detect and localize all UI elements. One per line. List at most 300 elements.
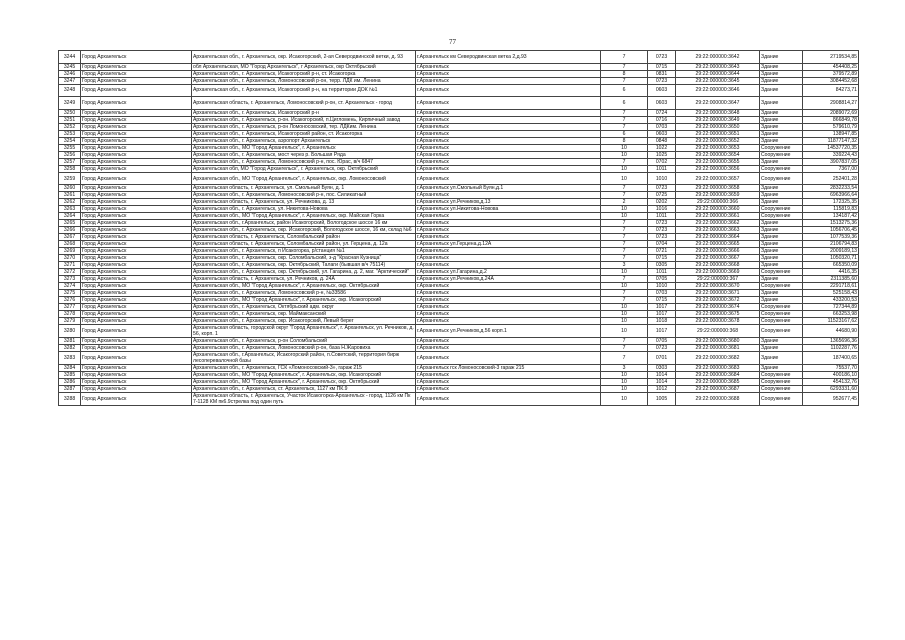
cadastral-value-cell: 454408,25: [803, 63, 859, 70]
location-cell: г.Архангельск: [416, 220, 601, 227]
address-cell: Архангельская обл., г.Архангельск, Исакогорский район, п.Советский, территория бирж лесоперевалочной базы: [192, 352, 416, 365]
code-b-cell: 0716: [648, 116, 676, 123]
row-number: 3281: [59, 338, 81, 345]
table-row: [59, 227, 859, 234]
municipality-cell: Город Архангельск: [81, 206, 192, 213]
table-row: [59, 338, 859, 345]
object-type-cell: Здание: [760, 199, 803, 206]
code-b-cell: 0724: [648, 109, 676, 116]
address-cell: Архангельская обл., г. Архангельск, аэропорт Архангельск: [192, 137, 416, 144]
location-cell: г.Архангельск: [416, 213, 601, 220]
cadastral-value-cell: 84273,71: [803, 84, 859, 97]
cadastral-value-cell: 727344,89: [803, 304, 859, 311]
cadastral-value-cell: 2832233,54: [803, 185, 859, 192]
row-number: 3250: [59, 109, 81, 116]
object-type-cell: Сооружение: [760, 393, 803, 406]
code-a-cell: 6: [601, 130, 648, 137]
cadastral-value-cell: 138947,85: [803, 130, 859, 137]
object-type-cell: Сооружение: [760, 325, 803, 338]
code-b-cell: 0202: [648, 199, 676, 206]
cadastral-value-cell: 1513275,36: [803, 220, 859, 227]
code-a-cell: 7: [601, 241, 648, 248]
row-number: 3251: [59, 116, 81, 123]
municipality-cell: Город Архангельск: [81, 372, 192, 379]
code-b-cell: 0715: [648, 255, 676, 262]
location-cell: г.Архангельск: [416, 123, 601, 130]
address-cell: Архангельская обл., г. Архангельск, ГСК «Ломоносовский-3», гараж 215: [192, 365, 416, 372]
location-cell: г.Архангельск: [416, 318, 601, 325]
row-number: 3276: [59, 297, 81, 304]
address-cell: Архангельская обл., г. Архангельск, Ломоносовский р-н, №33586: [192, 290, 416, 297]
row-number: 3267: [59, 234, 81, 241]
address-cell: Архангельская обл., г. Архангельск, Исакогорский р-н, на территории ДОК №1: [192, 84, 416, 97]
code-b-cell: 0305: [648, 262, 676, 269]
table-row: [59, 269, 859, 276]
row-number: 3260: [59, 185, 81, 192]
location-cell: г.Архангельск: [416, 165, 601, 172]
address-cell: Архангельская обл., г. Архангельск, р-он Ломоносовский, тер. ЛДКим. Ленина: [192, 123, 416, 130]
cadastral-number-cell: 29:22:000000:3655: [676, 158, 760, 165]
code-a-cell: 6: [601, 97, 648, 110]
municipality-cell: Город Архангельск: [81, 379, 192, 386]
municipality-cell: Город Архангельск: [81, 97, 192, 110]
cadastral-value-cell: 252401,28: [803, 172, 859, 185]
cadastral-number-cell: 29:22:000000:3644: [676, 70, 760, 77]
object-type-cell: Сооружение: [760, 151, 803, 158]
cadastral-number-cell: 29:22:000000:366: [676, 199, 760, 206]
location-cell: г.Архангельск: [416, 234, 601, 241]
object-type-cell: Сооружение: [760, 386, 803, 393]
cadastral-number-cell: 29:22:000000:3642: [676, 51, 760, 64]
row-number: 3287: [59, 386, 81, 393]
page-number: 77: [449, 38, 456, 46]
row-number: 3263: [59, 206, 81, 213]
code-b-cell: 0723: [648, 185, 676, 192]
code-b-cell: 0723: [648, 227, 676, 234]
location-cell: г.Архангельск: [416, 311, 601, 318]
row-number: 3247: [59, 77, 81, 84]
location-cell: г.Архангельск: [416, 144, 601, 151]
table-row: [59, 84, 859, 97]
cadastral-number-cell: 29:22:000000:3658: [676, 185, 760, 192]
code-a-cell: 10: [601, 283, 648, 290]
cadastral-value-cell: 187400,65: [803, 352, 859, 365]
location-cell: г.Архангельск: [416, 372, 601, 379]
object-type-cell: Здание: [760, 290, 803, 297]
municipality-cell: Город Архангельск: [81, 199, 192, 206]
object-type-cell: Здание: [760, 338, 803, 345]
code-b-cell: 1018: [648, 318, 676, 325]
code-a-cell: 10: [601, 379, 648, 386]
object-type-cell: Здание: [760, 365, 803, 372]
location-cell: г.Архангельск: [416, 379, 601, 386]
table-row: [59, 123, 859, 130]
code-a-cell: 7: [601, 185, 648, 192]
code-b-cell: 1012: [648, 386, 676, 393]
location-cell: г.Архангельск: [416, 290, 601, 297]
table-row: [59, 304, 859, 311]
address-cell: Архангельская обл., г. Архангельск, Исакогорский р-н, ст. Исакогорка: [192, 70, 416, 77]
location-cell: г.Архангельск: [416, 297, 601, 304]
row-number: 3244: [59, 51, 81, 64]
code-b-cell: 1011: [648, 269, 676, 276]
row-number: 3288: [59, 393, 81, 406]
cadastral-value-cell: 2106794,83: [803, 241, 859, 248]
address-cell: Архангельская обл., г. Архангельск, окр. Исакогорский, 2-ая Северодвинской ветки, д. 93: [192, 51, 416, 64]
code-a-cell: 7: [601, 345, 648, 352]
code-a-cell: 7: [601, 116, 648, 123]
cadastral-number-cell: 29:22:000000:3688: [676, 393, 760, 406]
code-b-cell: 0715: [648, 297, 676, 304]
location-cell: г.Архангельск: [416, 158, 601, 165]
cadastral-number-cell: 29:22:000000:3656: [676, 165, 760, 172]
cadastral-value-cell: 115819,83: [803, 206, 859, 213]
municipality-cell: Город Архангельск: [81, 297, 192, 304]
cadastral-number-cell: 29:22:000000:3667: [676, 255, 760, 262]
cadastral-value-cell: 3084452,68: [803, 77, 859, 84]
code-a-cell: 7: [601, 297, 648, 304]
code-b-cell: 0831: [648, 70, 676, 77]
table-row: [59, 192, 859, 199]
table-row: [59, 70, 859, 77]
location-cell: г.Архангельск: [416, 63, 601, 70]
cadastral-number-cell: 29:22:000000:3681: [676, 345, 760, 352]
cadastral-value-cell: 14537720,35: [803, 144, 859, 151]
address-cell: Архангельская обл., г.Архангельск, район Исакогорский, Вологодское шоссе 16 км: [192, 220, 416, 227]
table-row: [59, 130, 859, 137]
code-a-cell: 7: [601, 220, 648, 227]
cadastral-number-cell: 29:22:000000:3651: [676, 130, 760, 137]
cadastral-number-cell: 29:22:000000:3664: [676, 234, 760, 241]
code-a-cell: 7: [601, 352, 648, 365]
municipality-cell: Город Архангельск: [81, 172, 192, 185]
object-type-cell: Здание: [760, 137, 803, 144]
municipality-cell: Город Архангельск: [81, 51, 192, 64]
row-number: 3283: [59, 352, 81, 365]
address-cell: Архангельская обл., г. Архангельск, Октябрьский адм. округ: [192, 304, 416, 311]
cadastral-number-cell: 29:22:000000:3666: [676, 248, 760, 255]
object-type-cell: Здание: [760, 297, 803, 304]
code-a-cell: 10: [601, 165, 648, 172]
location-cell: г.Архангельск ул.Никитова-Новова: [416, 206, 601, 213]
municipality-cell: Город Архангельск: [81, 70, 192, 77]
code-b-cell: 1017: [648, 311, 676, 318]
object-type-cell: Здание: [760, 116, 803, 123]
row-number: 3257: [59, 158, 81, 165]
row-number: 3261: [59, 192, 81, 199]
table-row: [59, 276, 859, 283]
code-b-cell: 0705: [648, 338, 676, 345]
cadastral-value-cell: 6963966,64: [803, 192, 859, 199]
row-number: 3249: [59, 97, 81, 110]
code-a-cell: 10: [601, 269, 648, 276]
address-cell: Архангельская обл., г. Архангельск, Ломоносовский р-н, пос. Юрас, в/ч 6847: [192, 158, 416, 165]
table-row: [59, 283, 859, 290]
code-a-cell: 7: [601, 77, 648, 84]
object-type-cell: Здание: [760, 262, 803, 269]
table-row: [59, 172, 859, 185]
cadastral-number-cell: 29:22:000000:3669: [676, 269, 760, 276]
municipality-cell: Город Архангельск: [81, 185, 192, 192]
code-a-cell: 7: [601, 227, 648, 234]
location-cell: г.Архангельск ул.Речников,д.24А: [416, 276, 601, 283]
location-cell: г.Архангельск: [416, 109, 601, 116]
table-row: [59, 234, 859, 241]
cadastral-value-cell: 2089072,69: [803, 109, 859, 116]
municipality-cell: Город Архангельск: [81, 220, 192, 227]
table-row: [59, 262, 859, 269]
code-a-cell: 7: [601, 255, 648, 262]
cadastral-number-cell: 29:22:000000:3646: [676, 84, 760, 97]
object-type-cell: Сооружение: [760, 144, 803, 151]
cadastral-value-cell: 4416,35: [803, 269, 859, 276]
code-b-cell: 1011: [648, 213, 676, 220]
object-type-cell: Здание: [760, 192, 803, 199]
cadastral-value-cell: 1102287,76: [803, 345, 859, 352]
address-cell: Архангельская обл., г. Архангельск, окр. Исакогорский, Левый берег: [192, 318, 416, 325]
code-a-cell: 10: [601, 318, 648, 325]
code-b-cell: 1011: [648, 165, 676, 172]
location-cell: г.Архангельск ул.Речников,д.13: [416, 199, 601, 206]
address-cell: Архангельская обл., г. Архангельск, Ломоносовский р-н, пос. Силикатный: [192, 192, 416, 199]
cadastral-number-cell: 29:22:000000:368: [676, 325, 760, 338]
table-row: [59, 325, 859, 338]
code-a-cell: 7: [601, 276, 648, 283]
object-type-cell: Здание: [760, 158, 803, 165]
location-cell: г.Архангельск: [416, 304, 601, 311]
cadastral-value-cell: 433200,53: [803, 297, 859, 304]
cadastral-table: [58, 50, 859, 406]
cadastral-value-cell: 2719534,85: [803, 51, 859, 64]
cadastral-value-cell: 454132,76: [803, 379, 859, 386]
municipality-cell: Город Архангельск: [81, 318, 192, 325]
code-b-cell: 0715: [648, 63, 676, 70]
municipality-cell: Город Архангельск: [81, 165, 192, 172]
location-cell: г.Архангельск: [416, 172, 601, 185]
object-type-cell: Здание: [760, 227, 803, 234]
code-a-cell: 10: [601, 311, 648, 318]
code-b-cell: 1014: [648, 379, 676, 386]
cadastral-value-cell: 525158,43: [803, 290, 859, 297]
table-row: [59, 151, 859, 158]
table-row: [59, 255, 859, 262]
table-row: [59, 365, 859, 372]
code-b-cell: 0603: [648, 130, 676, 137]
address-cell: Архангельская обл., г. Архангельск, р-он Соломбальский: [192, 338, 416, 345]
cadastral-number-cell: 29:22:000000:3657: [676, 172, 760, 185]
row-number: 3255: [59, 144, 81, 151]
cadastral-value-cell: 44680,90: [803, 325, 859, 338]
code-b-cell: 0725: [648, 192, 676, 199]
cadastral-value-cell: 2009189,13: [803, 248, 859, 255]
municipality-cell: Город Архангельск: [81, 311, 192, 318]
row-number: 3256: [59, 151, 81, 158]
table-row: [59, 158, 859, 165]
code-a-cell: 10: [601, 172, 648, 185]
address-cell: Архангельская обл., г. Архангельск, Исакогорский р-н: [192, 109, 416, 116]
code-a-cell: 7: [601, 51, 648, 64]
table-row: [59, 199, 859, 206]
address-cell: Архангельская обл., МО "Город Архангельск", г. Архангельск, окр. Исакогорский: [192, 372, 416, 379]
cadastral-number-cell: 29:22:000000:3685: [676, 379, 760, 386]
row-number: 3274: [59, 283, 81, 290]
code-a-cell: 10: [601, 151, 648, 158]
code-b-cell: 1025: [648, 151, 676, 158]
table-row: [59, 345, 859, 352]
row-number: 3245: [59, 63, 81, 70]
cadastral-value-cell: 379572,89: [803, 70, 859, 77]
cadastral-value-cell: 75537,70: [803, 365, 859, 372]
cadastral-value-cell: 3907837,05: [803, 158, 859, 165]
cadastral-number-cell: 29:22:000000:3668: [676, 262, 760, 269]
row-number: 3285: [59, 372, 81, 379]
municipality-cell: Город Архангельск: [81, 158, 192, 165]
municipality-cell: Город Архангельск: [81, 116, 192, 123]
code-a-cell: 7: [601, 248, 648, 255]
object-type-cell: Сооружение: [760, 206, 803, 213]
row-number: 3253: [59, 130, 81, 137]
object-type-cell: Здание: [760, 255, 803, 262]
address-cell: Архангельская обл, МО "Город Архангельск", г. Архангельск, окр. Октябрьский: [192, 165, 416, 172]
address-cell: Архангельская обл., г. Архангельск, п Исакогорка, р/станция №1: [192, 248, 416, 255]
code-b-cell: 0703: [648, 290, 676, 297]
address-cell: Архангельская обл., МО "Город Архангельск", г. Архангельск, окр. Ломоносовский: [192, 172, 416, 185]
cadastral-number-cell: 29:22:000000:3672: [676, 297, 760, 304]
object-type-cell: Сооружение: [760, 318, 803, 325]
cadastral-value-cell: 11523167,62: [803, 318, 859, 325]
address-cell: Архангельская обл., МО "Город Архангельск", г. Архангельск, окр. Октябрьский: [192, 379, 416, 386]
code-b-cell: 1017: [648, 304, 676, 311]
location-cell: г.Архангельск: [416, 262, 601, 269]
code-a-cell: 7: [601, 158, 648, 165]
municipality-cell: Город Архангельск: [81, 234, 192, 241]
row-number: 3266: [59, 227, 81, 234]
table-row: [59, 97, 859, 110]
municipality-cell: Город Архангельск: [81, 151, 192, 158]
municipality-cell: Город Архангельск: [81, 365, 192, 372]
municipality-cell: Город Архангельск: [81, 123, 192, 130]
object-type-cell: Сооружение: [760, 372, 803, 379]
table-row: [59, 137, 859, 144]
code-b-cell: 0701: [648, 352, 676, 365]
address-cell: Архангельская обл., г. Архангельск, окр. Октябрьский, ул. Гагарина, д. 2, маг. "Арктический": [192, 269, 416, 276]
code-b-cell: 0723: [648, 345, 676, 352]
cadastral-number-cell: 29:22:000000:3663: [676, 227, 760, 234]
code-a-cell: 7: [601, 192, 648, 199]
code-a-cell: 8: [601, 70, 648, 77]
table-row: [59, 379, 859, 386]
cadastral-value-cell: 6293331,60: [803, 386, 859, 393]
row-number: 3280: [59, 325, 81, 338]
code-a-cell: 10: [601, 304, 648, 311]
cadastral-number-cell: 29:22:000000:3649: [676, 116, 760, 123]
location-cell: г.Архангельск: [416, 137, 601, 144]
municipality-cell: Город Архангельск: [81, 283, 192, 290]
code-b-cell: 0303: [648, 365, 676, 372]
row-number: 3259: [59, 172, 81, 185]
row-number: 3273: [59, 276, 81, 283]
address-cell: Архангельская обл., г. Архангельск, Ломоносовский р-он, терр. ЛДК им. Ленина: [192, 77, 416, 84]
code-b-cell: 0723: [648, 234, 676, 241]
table-row: [59, 165, 859, 172]
table-row: [59, 220, 859, 227]
row-number: 3252: [59, 123, 81, 130]
location-cell: г.Архангельск: [416, 283, 601, 290]
cadastral-number-cell: 29:22:000000:3678: [676, 318, 760, 325]
row-number: 3277: [59, 304, 81, 311]
location-cell: г.Архангельск: [416, 255, 601, 262]
code-b-cell: 0721: [648, 248, 676, 255]
cadastral-value-cell: 11877147,32: [803, 137, 859, 144]
address-cell: Архангельская обл., МО "Город Архангельск", г. Архангельск, окр. Октябрьский: [192, 283, 416, 290]
location-cell: г.Архангельск км Северодвинская ветка 2,д.93: [416, 51, 601, 64]
address-cell: Архангельская обл., МО "Город Архангельск", г. Архангельск, окр. Исакогорский: [192, 297, 416, 304]
municipality-cell: Город Архангельск: [81, 269, 192, 276]
code-a-cell: 8: [601, 137, 648, 144]
address-cell: обл Архангельская, МО "Город Архангельск", г Архангельск, окр Октябрьский: [192, 63, 416, 70]
location-cell: г.Архангельск: [416, 386, 601, 393]
address-cell: Архангельская обл., г. Архангельск, окр. Исакогорский, Вологодское шоссе, 16 км, склад №6: [192, 227, 416, 234]
municipality-cell: Город Архангельск: [81, 304, 192, 311]
cadastral-value-cell: 952677,45: [803, 393, 859, 406]
cadastral-number-cell: 29:22:000000:3660: [676, 206, 760, 213]
code-b-cell: 0723: [648, 51, 676, 64]
object-type-cell: Здание: [760, 276, 803, 283]
cadastral-number-cell: 29:22:000000:3682: [676, 352, 760, 365]
row-number: 3262: [59, 199, 81, 206]
table-row: [59, 213, 859, 220]
cadastral-number-cell: 29:22:000000:3670: [676, 283, 760, 290]
location-cell: г.Архангельск ул.Гагарина,д.2: [416, 269, 601, 276]
cadastral-number-cell: 29:22:000000:3671: [676, 290, 760, 297]
location-cell: г.Архангельск: [416, 352, 601, 365]
object-type-cell: Здание: [760, 123, 803, 130]
table-row: [59, 185, 859, 192]
municipality-cell: Город Архангельск: [81, 192, 192, 199]
code-b-cell: 0702: [648, 158, 676, 165]
location-cell: г.Архангельск: [416, 248, 601, 255]
location-cell: г.Архангельск ул.Речников,д.56 корп.1: [416, 325, 601, 338]
municipality-cell: Город Архангельск: [81, 84, 192, 97]
cadastral-number-cell: 29:22:000000:3645: [676, 77, 760, 84]
address-cell: Архангельская область, г. Архангельск, ул. Речников, д. 24А: [192, 276, 416, 283]
cadastral-value-cell: 1077539,36: [803, 234, 859, 241]
code-b-cell: 1017: [648, 325, 676, 338]
municipality-cell: Город Архангельск: [81, 262, 192, 269]
address-cell: Архангельская обл., г. Архангельск, мост через р. Большая Ряда: [192, 151, 416, 158]
table-row: [59, 248, 859, 255]
row-number: 3248: [59, 84, 81, 97]
code-b-cell: 1016: [648, 206, 676, 213]
cadastral-value-cell: 2311385,60: [803, 276, 859, 283]
table-row: [59, 290, 859, 297]
row-number: 3284: [59, 365, 81, 372]
code-b-cell: 0723: [648, 77, 676, 84]
row-number: 3258: [59, 165, 81, 172]
code-a-cell: 7: [601, 290, 648, 297]
location-cell: г.Архангельск: [416, 393, 601, 406]
object-type-cell: Сооружение: [760, 304, 803, 311]
row-number: 3254: [59, 137, 81, 144]
municipality-cell: Город Архангельск: [81, 345, 192, 352]
municipality-cell: Город Архангельск: [81, 386, 192, 393]
address-cell: Архангельская область, городской округ "Город Архангельск", г. Архангельск, ул. Речников, д. 56, корп. 1: [193, 325, 414, 338]
address-cell: Архангельская обл., г. Архангельск, р-он. Исакогорский, п.Цигломень, Кирпичный завод: [192, 116, 416, 123]
row-number: 3278: [59, 311, 81, 318]
code-a-cell: 10: [601, 386, 648, 393]
object-type-cell: Здание: [760, 97, 803, 110]
address-cell: Архангельская обл., г. Архангельск, Исакогорский район, ст. Исакогорка: [192, 130, 416, 137]
